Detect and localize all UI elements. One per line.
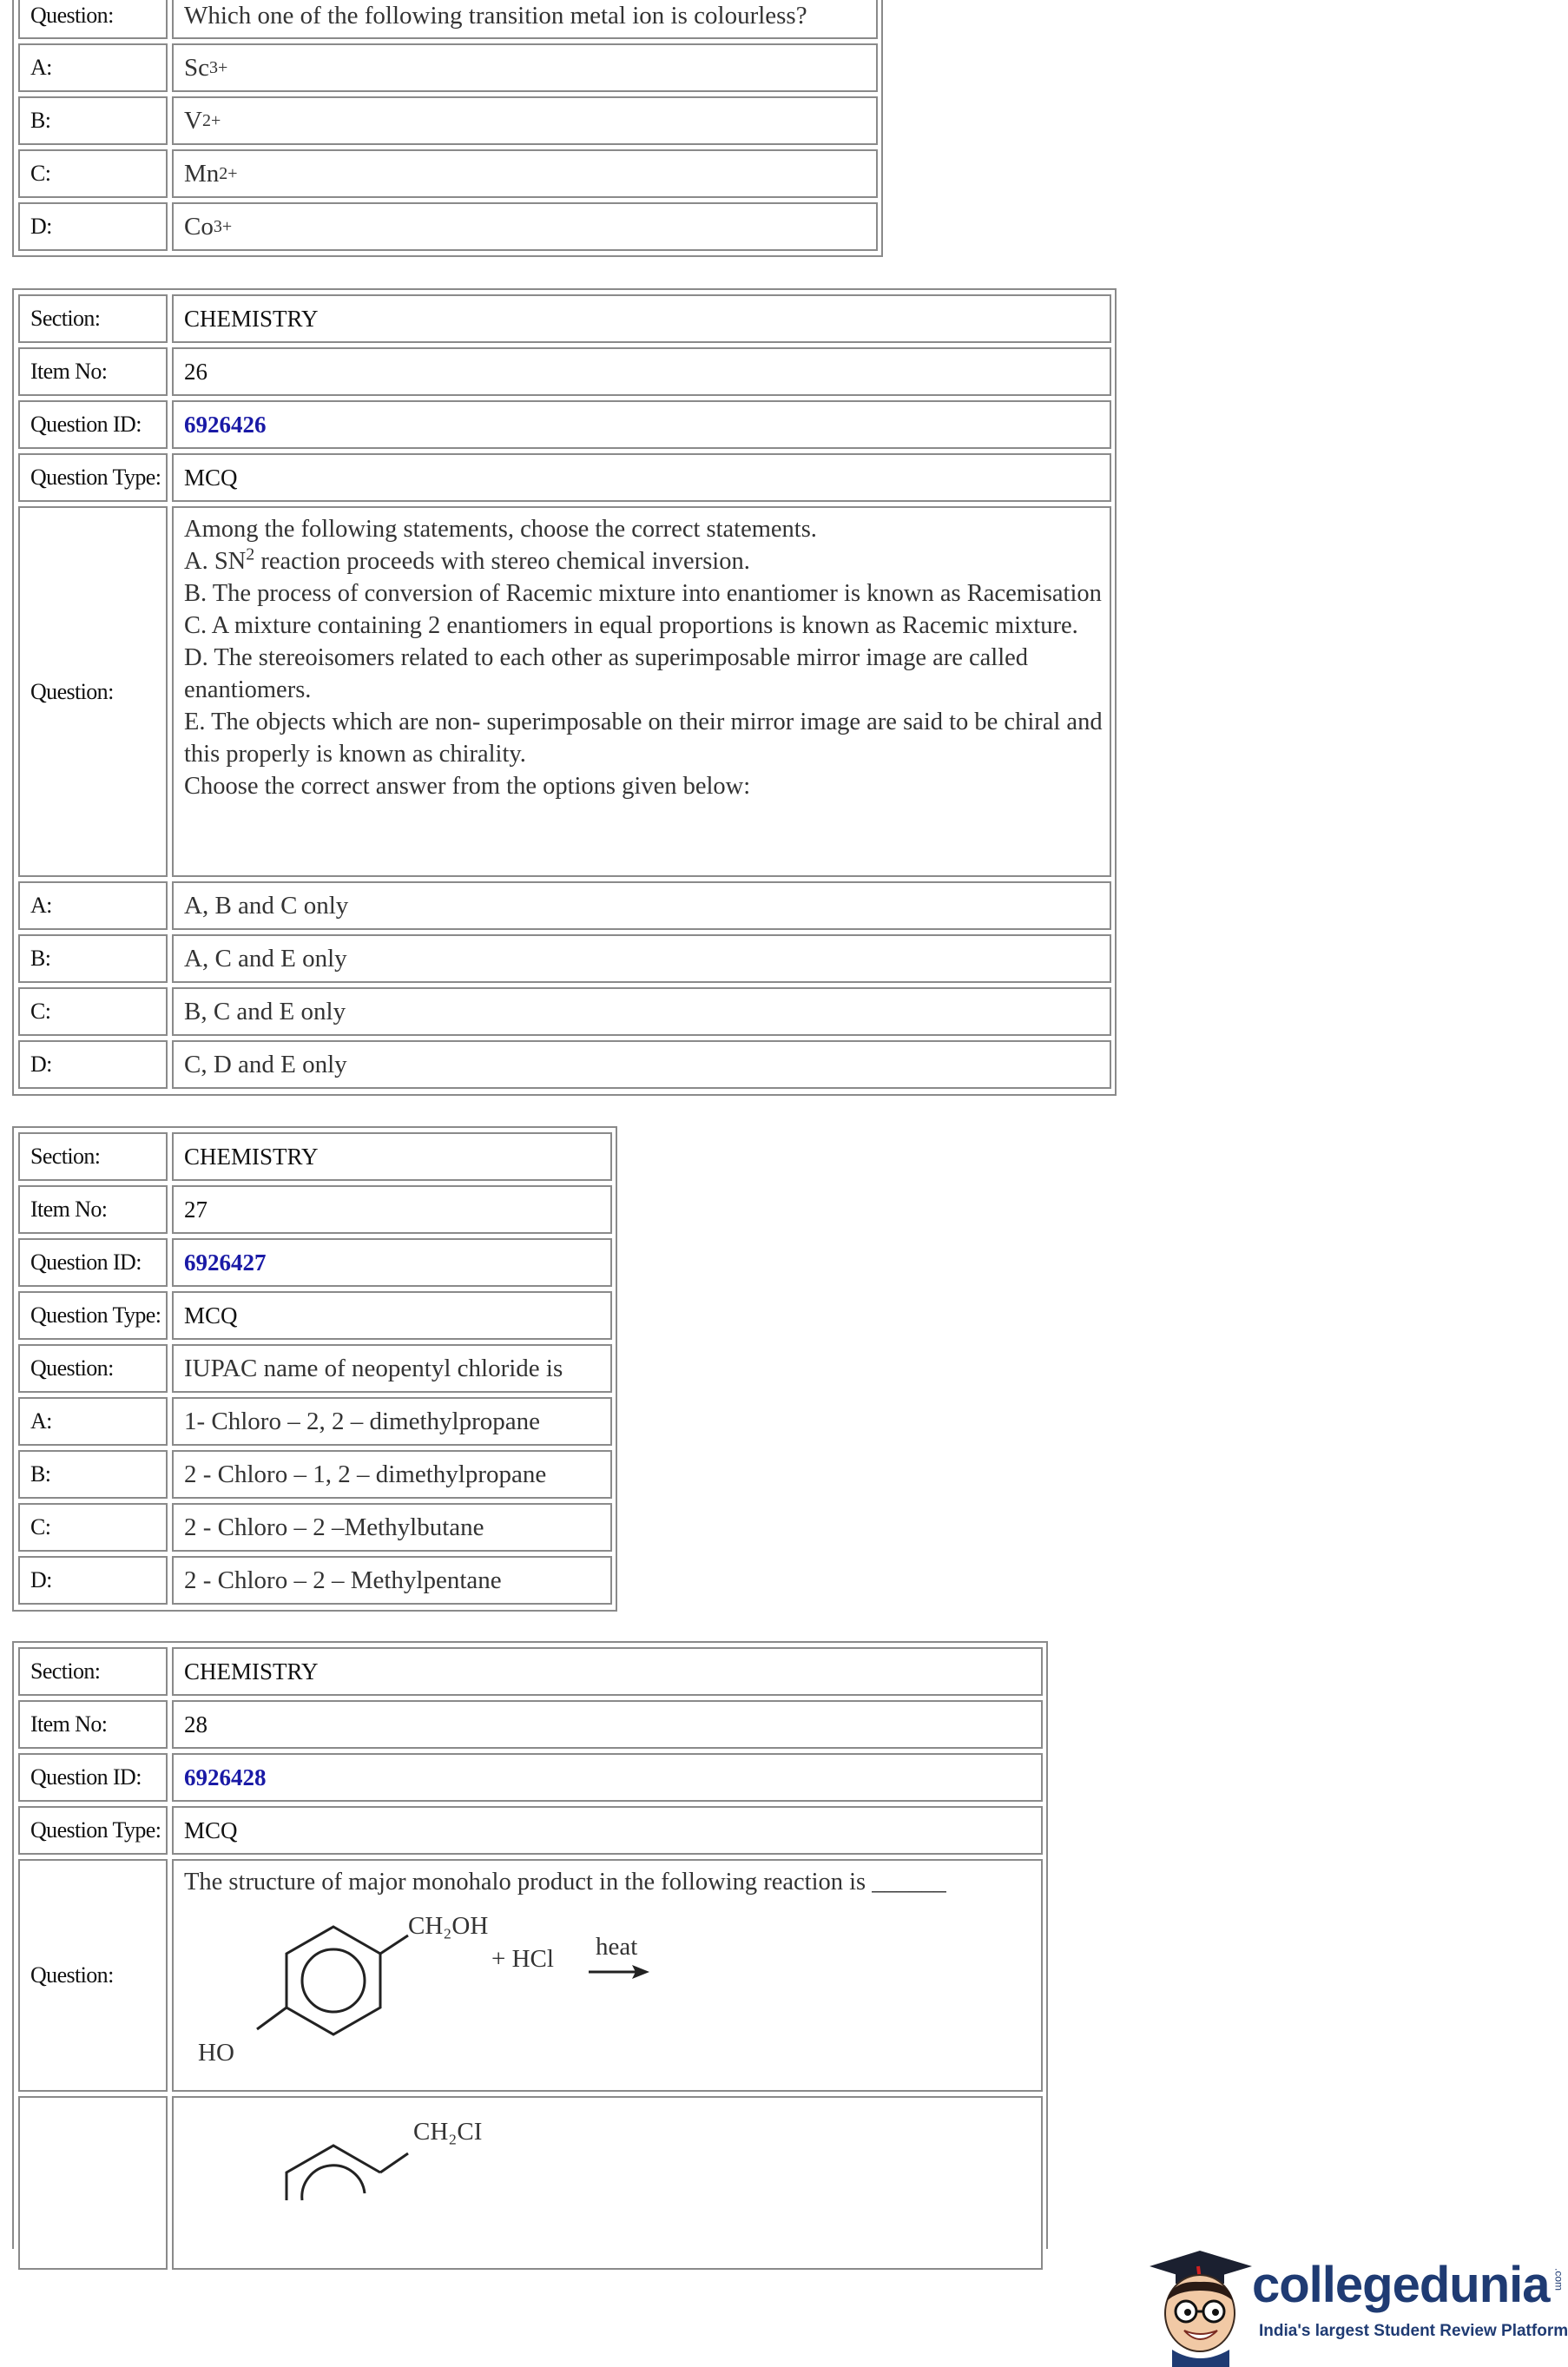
question-text: IUPAC name of neopentyl chloride is (172, 1344, 612, 1393)
option-label-c: C: (18, 1503, 168, 1552)
option-row-a (18, 2096, 1043, 2270)
collegedunia-logo (1146, 2240, 1568, 2367)
option-d: Co 3+ (172, 202, 878, 251)
question-id-label: Question ID: (18, 1238, 168, 1287)
option-label-a: A: (18, 43, 168, 92)
question-type-value: MCQ (172, 1806, 1043, 1855)
question-intro: Among the following statements, choose the correct statements. (184, 516, 817, 543)
benzene-inner-circle (302, 1949, 365, 2012)
option-label-c: C: (18, 149, 168, 198)
section-row (18, 1647, 1043, 1696)
bond-to-ch2oh (380, 1935, 408, 1954)
reaction-diagram (181, 1901, 719, 2083)
item-no-value: 26 (172, 347, 1111, 396)
question-label: Question: (18, 1344, 168, 1393)
logo-name: collegedunia (1252, 2257, 1550, 2313)
option-label-d: D: (18, 202, 168, 251)
statement-d: D. The stereoisomers related to each other as superimposable mirror image are called enantiomers. (184, 644, 1029, 703)
option-d: C, D and E only (172, 1040, 1111, 1089)
logo-suffix: .com (1552, 2268, 1565, 2291)
question-id-row (18, 1753, 1043, 1802)
benzene-inner-circle-partial (302, 2166, 365, 2200)
section-label: Section: (18, 1647, 168, 1696)
option-label-d: D: (18, 1556, 168, 1605)
question-type-row (18, 1806, 1043, 1855)
question-type-label: Question Type: (18, 453, 168, 502)
section-label: Section: (18, 294, 168, 343)
option-label-a (18, 2096, 168, 2270)
option-label-b: B: (18, 934, 168, 983)
question-type-label: Question Type: (18, 1806, 168, 1855)
question-label: Question: (18, 506, 168, 877)
hcl-label: + HCl (491, 1945, 554, 1973)
question-text: Which one of the following transition metal ion is colourless? (172, 0, 878, 39)
option-c: Mn 2+ (172, 149, 878, 198)
logo-wordmark (1252, 2259, 1565, 2311)
option-a-structure (181, 2098, 702, 2271)
question-id-value: 6926427 (172, 1238, 612, 1287)
bond-to-ch2cl (380, 2153, 408, 2172)
section-value: CHEMISTRY (172, 294, 1111, 343)
statement-c: C. A mixture containing 2 enantiomers in equal proportions is known as Racemic mixture. (184, 612, 1078, 639)
item-no-label: Item No: (18, 347, 168, 396)
ch2oh-label: CH₂OH (408, 1912, 489, 1940)
question-statement: The structure of major monohalo product in the following reaction is ______ (184, 1869, 946, 1896)
question-text (172, 1859, 1043, 2092)
question-row (18, 1859, 1043, 2092)
question-id-value: 6926426 (172, 400, 1111, 449)
question-type-value: MCQ (172, 1291, 612, 1340)
ho-label: HO (198, 2039, 234, 2067)
statement-a: A. $SN^2$ reaction proceeds with stereo chemical inversion. (184, 544, 750, 575)
item-no-label: Item No: (18, 1185, 168, 1234)
logo-tagline: India's largest Student Review Platform (1259, 2322, 1568, 2340)
benzene-ring (287, 1927, 380, 2034)
option-d: 2 - Chloro – 2 – Methylpentane (172, 1556, 612, 1605)
heat-label: heat (596, 1933, 638, 1961)
section-value: CHEMISTRY (172, 1647, 1043, 1696)
question-label: Question: (18, 0, 168, 39)
question-type-value: MCQ (172, 453, 1111, 502)
option-c: B, C and E only (172, 987, 1111, 1036)
option-b: V 2+ (172, 96, 878, 145)
statement-e: E. The objects which are non- superimposable on their mirror image are said to be chiral and this properly is known as chirality. (184, 709, 1103, 768)
option-label-a: A: (18, 1397, 168, 1446)
option-label-b: B: (18, 96, 168, 145)
option-label-a: A: (18, 881, 168, 930)
benzene-ring-partial (287, 2146, 380, 2200)
statement-b: B. The process of conversion of Racemic mixture into enantiomer is known as Racemisation (184, 580, 1102, 607)
section-label: Section: (18, 1132, 168, 1181)
item-no-value: 28 (172, 1700, 1043, 1749)
choose-instruction: Choose the correct answer from the options given below: (184, 773, 751, 800)
option-b: A, C and E only (172, 934, 1111, 983)
item-no-row (18, 1700, 1043, 1749)
option-label-b: B: (18, 1450, 168, 1499)
question-table-28 (12, 1641, 1048, 2249)
question-id-value: 6926428 (172, 1753, 1043, 1802)
question-id-label: Question ID: (18, 1753, 168, 1802)
item-no-value: 27 (172, 1185, 612, 1234)
option-c: 2 - Chloro – 2 –Methylbutane (172, 1503, 612, 1552)
section-value: CHEMISTRY (172, 1132, 612, 1181)
option-a (172, 2096, 1043, 2270)
question-id-label: Question ID: (18, 400, 168, 449)
option-label-d: D: (18, 1040, 168, 1089)
question-label: Question: (18, 1859, 168, 2092)
option-a: A, B and C only (172, 881, 1111, 930)
option-a: Sc 3+ (172, 43, 878, 92)
option-b: 2 - Chloro – 1, 2 – dimethylpropane (172, 1450, 612, 1499)
option-label-c: C: (18, 987, 168, 1036)
ch2cl-label: CH₂CI (413, 2118, 483, 2146)
option-a: 1- Chloro – 2, 2 – dimethylpropane (172, 1397, 612, 1446)
bond-to-ho (257, 2008, 287, 2029)
question-type-label: Question Type: (18, 1291, 168, 1340)
item-no-label: Item No: (18, 1700, 168, 1749)
